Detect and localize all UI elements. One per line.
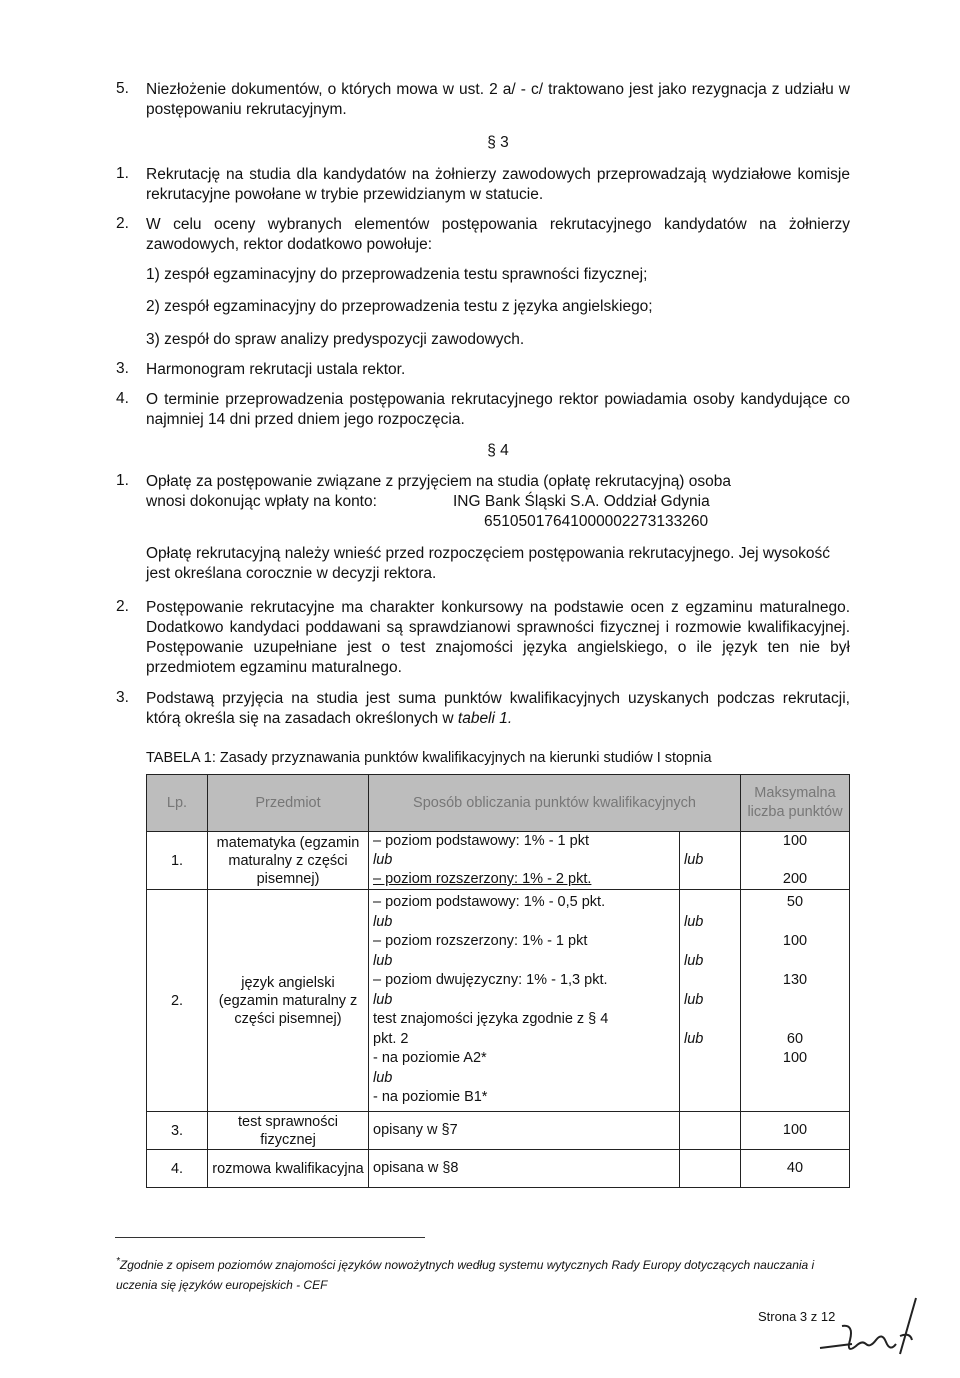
row-or <box>680 832 741 890</box>
row-lp: 4. <box>147 1150 208 1188</box>
item-number: 4. <box>116 390 129 407</box>
method-line: test znajomości języka zgodnie z § 4 <box>373 1011 609 1028</box>
footnote-text: Zgodnie z opisem poziomów znajomości języków nowożytnych według systemu wytycznych Rady Europy dotyczących nauczania i uczenia się języków europejskich - CEF <box>116 1258 815 1292</box>
row-max: 40 <box>741 1150 850 1188</box>
row-max: 100 <box>741 1112 850 1150</box>
item-number: 1. <box>116 472 129 489</box>
table-row <box>147 1150 850 1188</box>
header-max: Maksymalna liczba punktów <box>741 775 850 832</box>
paragraph-line: wnosi dokonując wpłaty na konto: <box>146 493 377 510</box>
or-line: lub <box>684 1030 704 1047</box>
or-line <box>684 870 736 889</box>
section-heading: § 4 <box>487 442 509 459</box>
max-line: 130 <box>782 972 808 989</box>
method-line: – poziom podstawowy: 1% - 1 pkt <box>373 833 589 849</box>
method-line: – poziom rozszerzony: 1% - 2 pkt. <box>373 871 592 887</box>
row-subject: matematyka (egzamin maturalny z części pisemnej) <box>208 832 369 890</box>
row-or <box>680 890 741 1112</box>
or-line: lub <box>684 952 704 969</box>
row-method <box>369 832 680 890</box>
paragraph <box>146 689 850 729</box>
max-line <box>745 851 845 870</box>
item-number: 5. <box>116 80 129 97</box>
item-number: 3. <box>116 360 129 377</box>
row-max <box>741 832 850 890</box>
row-lp: 3. <box>147 1112 208 1150</box>
row-lp: 2. <box>147 890 208 1112</box>
max-line: 50 <box>786 894 804 911</box>
method-line: lub <box>373 991 393 1008</box>
list-item: 2) zespół egzaminacyjny do przeprowadzenia testu z języka angielskiego; <box>146 298 653 315</box>
method-line: lub <box>373 852 393 868</box>
method-line: lub <box>373 913 393 930</box>
method-line: - na poziomie A2* <box>373 1050 487 1067</box>
signature-image <box>812 1296 927 1366</box>
row-method: opisana w §8 <box>369 1150 680 1188</box>
header-subject: Przedmiot <box>208 775 369 832</box>
paragraph: Opłatę rekrutacyjną należy wnieść przed rozpoczęciem postępowania rekrutacyjnego. Jej wysokość jest określana corocznie w decyzji rektora. <box>146 545 831 582</box>
method-line: – poziom rozszerzony: 1% - 1 pkt <box>373 933 588 950</box>
table-header-row <box>147 775 850 832</box>
table-row <box>147 832 850 890</box>
paragraph: Rekrutację na studia dla kandydatów na żołnierzy zawodowych przeprowadzają wydziałowe komisje rekrutacyjne powołane w trybie przewidzianym w statucie. <box>146 166 850 203</box>
or-line: lub <box>684 913 704 930</box>
max-line: 60 <box>786 1030 804 1047</box>
table-reference: tabeli 1. <box>457 710 513 727</box>
row-method <box>369 890 680 1112</box>
max-line: 200 <box>782 871 808 887</box>
list-item: 1) zespół egzaminacyjny do przeprowadzenia testu sprawności fizycznej; <box>146 266 648 283</box>
footnote-separator <box>115 1237 425 1238</box>
paragraph: Harmonogram rekrutacji ustala rektor. <box>146 361 406 378</box>
method-line: - na poziomie B1* <box>373 1089 488 1106</box>
row-subject: test sprawności fizycznej <box>208 1112 369 1150</box>
footnote <box>116 1252 856 1295</box>
row-lp: 1. <box>147 832 208 890</box>
method-line: – poziom dwujęzyczny: 1% - 1,3 pkt. <box>373 972 608 989</box>
table-row <box>147 890 850 1112</box>
row-or <box>680 1112 741 1150</box>
table-row <box>147 1112 850 1150</box>
max-line: 100 <box>782 833 808 849</box>
or-line <box>684 832 736 851</box>
method-line: lub <box>373 952 393 969</box>
header-lp: Lp. <box>147 775 208 832</box>
or-line: lub <box>684 991 704 1008</box>
row-method: opisany w §7 <box>369 1112 680 1150</box>
row-or <box>680 1150 741 1188</box>
points-table <box>146 774 850 1188</box>
paragraph: W celu oceny wybranych elementów postępowania rekrutacyjnego kandydatów na żołnierzy zawodowych, rektor dodatkowo powołuje: <box>146 216 850 253</box>
account-number: 65105017641000002273133260 <box>484 513 709 530</box>
page-number: Strona 3 z 12 <box>758 1309 836 1324</box>
method-line: – poziom podstawowy: 1% - 0,5 pkt. <box>373 894 606 911</box>
paragraph: O terminie przeprowadzenia postępowania rekrutacyjnego rektor powiadamia osoby kandydujące co najmniej 14 dni przed dniem jego rozpoczęcia. <box>146 391 850 428</box>
item-number: 2. <box>116 598 129 615</box>
header-method: Sposób obliczania punktów kwalifikacyjnych <box>369 775 741 832</box>
method-line: pkt. 2 <box>373 1030 409 1047</box>
paragraph: Niezłożenie dokumentów, o których mowa w ust. 2 a/ - c/ traktowano jest jako rezygnacja z udziału w postępowaniu rekrutacyjnym. <box>146 81 850 118</box>
max-line: 100 <box>782 933 808 950</box>
table-caption: TABELA 1: Zasady przyznawania punktów kwalifikacyjnych na kierunki studiów I stopnia <box>146 750 712 766</box>
item-number: 2. <box>116 215 129 232</box>
method-line: lub <box>373 1069 393 1086</box>
bank-name: ING Bank Śląski S.A. Oddział Gdynia <box>453 493 710 510</box>
max-line: 100 <box>782 1050 808 1067</box>
section-heading: § 3 <box>487 134 509 151</box>
footnote-mark: * <box>116 1256 120 1267</box>
paragraph-text: Podstawą przyjęcia na studia jest suma punktów kwalifikacyjnych uzyskanych podczas rekrutacji, którą określa się na zasadach określonych w <box>146 690 850 727</box>
paragraph: Postępowanie rekrutacyjne ma charakter konkursowy na podstawie ocen z egzaminu maturalnego. Dodatkowo kandydaci poddawani są sprawdzianowi sprawności fizycznej i rozmowie kwalifikacyjnej. Postępowanie uzupełniane jest o test znajomości języka angielskiego, o ile język ten nie był przedmiotem egzaminu maturalnego. <box>146 599 850 676</box>
item-number: 3. <box>116 689 129 706</box>
or-line: lub <box>684 852 704 868</box>
list-item: 3) zespół do spraw analizy predyspozycji zawodowych. <box>146 331 525 348</box>
row-max <box>741 890 850 1112</box>
row-subject: język angielski (egzamin maturalny z części pisemnej) <box>208 890 369 1112</box>
paragraph-line: Opłatę za postępowanie związane z przyjęciem na studia (opłatę rekrutacyjną) osoba <box>146 473 732 490</box>
item-number: 1. <box>116 165 129 182</box>
row-subject: rozmowa kwalifikacyjna <box>208 1150 369 1188</box>
